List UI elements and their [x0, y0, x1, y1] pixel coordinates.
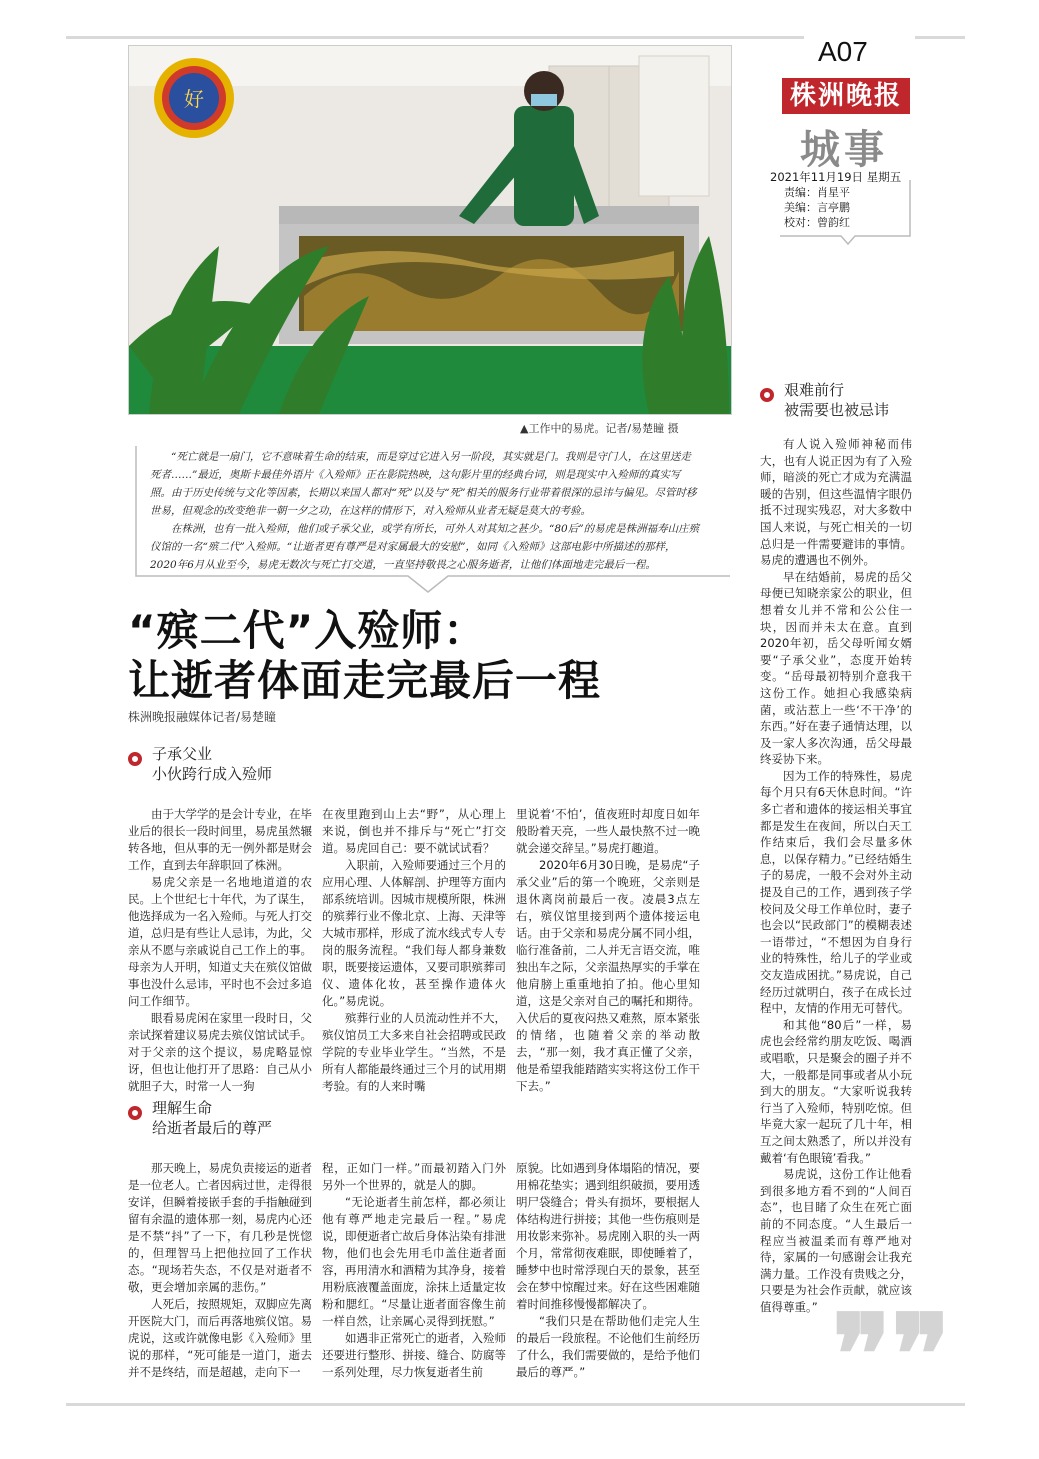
subhead-3-line-2: 被需要也被忌讳 [784, 401, 890, 419]
top-rule [66, 36, 804, 39]
paragraph: 眼看易虎闲在家里一段时日，父亲试探着建议易虎去殡仪馆试试手。对于父亲的这个提议，易虎略显惊讶，但也让他打开了思路：自己从小就胆子大，时常一人一狗 [128, 1011, 312, 1093]
paragraph: 在夜里跑到山上去“野”，从心理上来说，倒也并不排斥与“死亡”打交道。易虎回自己：要不就试试看？ [322, 807, 506, 855]
paragraph: 易虎父亲是一名地地道道的农民。上个世纪七十年代，为了谋生，他选择成为一名入殓师。与死人打交道，总归是有些让人忌讳，为此，父亲从不愿与亲戚说自己工作上的事。母亲为人开明，知道丈夫在殡仪馆做事也没什么忌讳，平时也不会过多追问工作细节。 [128, 875, 312, 1008]
top-rule-right [915, 36, 965, 39]
paragraph: 由于大学学的是会计专业，在毕业后的很长一段时间里，易虎虽然辗转各地，但从事的无一例外都是财会工作，直到去年辞职回了株洲。 [128, 807, 312, 872]
subhead-2 [128, 1098, 272, 1138]
paragraph: 易虎说，这份工作让他看到很多地方看不到的“人间百态”，也目睹了众生在死亡面前的不同态度。“人生最后一程应当被温柔而有尊严地对待，家属的一句感谢会让我充满力量。工作没有贵贱之分，只要是为社会作贡献，就应该值得尊重。” [760, 1167, 912, 1314]
bottom-rule [66, 1403, 965, 1406]
paragraph: 早在结婚前，易虎的岳父母便已知晓亲家公的职业，但想着女儿并不常和公公住一块，因而并未太在意。直到2020年初，岳父母听闻女婿要“子承父业”，态度开始转变。“岳母最初特别介意我干这份工作。她担心我感染病菌，或沾惹上一些‘不干净’的东西。”好在妻子通情达理，以及一家人多次沟通，岳父母最终妥协下来。 [760, 569, 912, 767]
paragraph: 人死后，按照规矩，双脚应先离开医院大门，而后再落地殡仪馆。易虎说，这或许就像电影《入殓师》里说的那样，“死可能是一道门，逝去并不是终结，而是超越，走向下一 [128, 1297, 312, 1379]
designer-credit: 美编：言亭鹏 [784, 201, 850, 214]
headline-line-1: “殡二代”入殓师： [128, 606, 487, 655]
subhead-1-line-1: 子承父业 [152, 745, 213, 763]
subhead-2-line-2: 给逝者最后的尊严 [152, 1119, 273, 1137]
section1-column-2 [322, 806, 506, 1095]
byline: 株洲晚报融媒体记者/易楚瞳 [128, 710, 277, 724]
paragraph: “我们只是在帮助他们走完人生的最后一段旅程。不论他们生前经历了什么，我们需要做的，是给予他们最后的尊严。” [516, 1314, 700, 1379]
subhead-2-line-1: 理解生命 [152, 1099, 213, 1117]
section2-column-3 [516, 1160, 700, 1381]
section3-column [760, 436, 912, 1315]
section-title: 城事 [800, 126, 888, 173]
meta-bracket [760, 170, 920, 250]
paragraph: “无论逝者生前怎样，都必须让他有尊严地走完最后一程。”易虎说，即便逝者亡故后身体沾染有排泄物，他们也会先用毛巾盖住逝者面容，再用清水和酒精为其净身，接着用粉底液覆盖面庞，涂抹上适量定妆粉和腮红。“尽量让逝者面容像生前一样自然，让亲属心灵得到抚慰。” [322, 1195, 506, 1328]
red-circle-bullet-icon [760, 388, 774, 402]
subhead-1-line-2: 小伙跨行成入殓师 [152, 765, 273, 783]
paragraph: 和其他“80后”一样，易虎也会经常约朋友吃饭、喝酒或唱歌，只是聚会的圈子并不大，一般都是同事或者从小玩到大的朋友。“大家听说我转行当了入殓师，特别吃惊。但毕竟大家一起玩了几十年，相互之间太熟悉了，所以并没有戴着‘有色眼镜’看我。” [760, 1017, 912, 1165]
paragraph: 如遇非正常死亡的逝者，入殓师还要进行整形、拼接、缝合、防腐等一系列处理，尽力恢复逝者生前 [322, 1331, 506, 1379]
paragraph: 因为工作的特殊性，易虎每个月只有6天休息时间。“许多亡者和遗体的接运相关事宜都是发生在夜间，所以白天工作结束后，我们会尽量多休息，以保存精力。”已经结婚生子的易虎，一般不会对外主动提及自己的工作，遇到孩子学校问及父母工作单位时，妻子也会以“民政部门”的模糊表述一语带过，“不想因为自身行业的特殊性，给儿子的学业或交友造成困扰。”易虎说，自己经历过就明白，孩子在成长过程中，友情的作用无可替代。 [760, 768, 912, 1016]
page-number: A07 [818, 36, 868, 67]
sign-text: 好 [184, 87, 204, 111]
photo-caption: ▲工作中的易虎。记者/易楚瞳 摄 [520, 422, 679, 435]
newspaper-logo: 株洲晚报 [782, 78, 910, 114]
paragraph: 里说着‘不怕’，值夜班时却度日如年般盼着天亮，一些人最快熬不过一晚就会递交辞呈。”易虎打趣道。 [516, 807, 700, 855]
editor-credit: 责编：肖星平 [784, 186, 850, 199]
section1-column-3 [516, 806, 700, 1095]
headline [128, 606, 601, 706]
paragraph: 程，正如门一样。”而最初踏入门外另外一个世界的，就是人的脚。 [322, 1161, 506, 1192]
section2-column-1 [128, 1160, 312, 1381]
headline-line-2: 让逝者体面走完最后一程 [128, 656, 602, 705]
subhead-3 [760, 380, 889, 420]
subhead-1 [128, 744, 272, 784]
red-circle-bullet-icon [128, 752, 142, 766]
section1-column-1 [128, 806, 312, 1095]
photo-illustration [129, 46, 731, 414]
lede-paragraph: “死亡就是一扇门，它不意味着生命的结束，而是穿过它进入另一阶段，其实就是门。我则是守门人，在这里送走死者……”最近，奥斯卡最佳外语片《入殓师》正在影院热映，这句影片里的经典台词，则是现实中入殓师的真实写照。由于历史传统与文化等因素，长期以来国人都对“死”以及与“死”相关的服务行业带着很深的忌讳与偏见。尽管时移世易，但观念的改变绝非一朝一夕之功，在这样的情形下，对入殓师从业者无疑是莫大的考验。 [150, 451, 697, 517]
paragraph: 殡葬行业的人员流动性并不大，殡仪馆员工大多来自社会招聘或民政学院的专业毕业学生。“当然，不是所有人都能最终通过三个月的试用期考验。有的人来时嘴 [322, 1011, 506, 1093]
paragraph: 原貌。比如遇到身体塌陷的情况，要用棉花垫实；遇到组织破损，要用透明尸袋缝合；骨头有损坏，要根据人体结构进行拼接；其他一些伤痕则是用妆影来弥补。易虎刚入职的头一两个月，常常彻夜难眠，即使睡着了，睡梦中也时常浮现白天的景象，甚至会在梦中惊醒过来。好在这些困难随着时间推移慢慢都解决了。 [516, 1161, 700, 1311]
paragraph: 2020年6月30日晚，是易虎“子承父业”后的第一个晚班，父亲则是退休离岗前最后一夜。凌晨3点左右，殡仪馆里接到两个遗体接运电话。由于父亲和易虎分属不同小组，临行准备前，二人并无言语交流，唯独出车之际，父亲温热厚实的手掌在他肩膀上重重地拍了拍。他心里知道，这是父亲对自己的嘱托和期待。入伏后的夏夜闷热又难熬，原本紧张的情绪，也随着父亲的举动散去，“那一刻，我才真正懂了父亲，他是希望我能踏踏实实将这份工作干下去。” [516, 858, 700, 1093]
section2-column-2 [322, 1160, 506, 1381]
feature-photo [128, 45, 732, 415]
date-line: 2021年11月19日 星期五 [770, 170, 902, 184]
paragraph: 入职前，入殓师要通过三个月的应用心理、人体解剖、护理等方面内部系统培训。因城市规模所限，株洲的殡葬行业不像北京、上海、天津等大城市那样，形成了流水线式专人专岗的服务流程。“我们每人都身兼数职，既要接运遗体，又要司职殡葬司仪、遗体化妆，甚至操作遗体火化。”易虎说。 [322, 858, 506, 1008]
lede-bracket [128, 440, 738, 600]
paragraph: 那天晚上，易虎负责接运的逝者是一位老人。亡者因病过世，走得很安详，但瞬着接嵌手套的手指触碰到留有余温的遗体那一刻，易虎内心还是不禁“抖”了一下，有几秒是恍惚的，但理智马上把他拉回了工作状态。“现场若失态，不仅是对逝者不敬，更会增加亲属的悲伤。” [128, 1161, 312, 1294]
red-circle-bullet-icon [128, 1106, 142, 1120]
subhead-3-line-1: 艰难前行 [784, 381, 845, 399]
lede-paragraph: 在株洲，也有一批入殓师，他们或子承父业，或学有所长，可外人对其知之甚少。“80后”的易虎是株洲福寿山庄殡仪馆的一名“殡二代”入殓师。“让逝者更有尊严是对家属最大的安慰”，如同《入殓师》这部电影中所描述的那样，2020年6月从业至今，易虎无数次与死亡打交道，一直坚持敬畏之心服务逝者，让他们体面地走完最后一程。 [150, 523, 700, 571]
proofreader-credit: 校对：曾韵红 [784, 216, 850, 229]
quote-mark-icon: ❞❞ [832, 1290, 951, 1419]
paragraph: 有人说入殓师神秘而伟大，也有人说正因为有了入殓师，暗淡的死亡才成为充满温暖的告别，但这些温情字眼仍抵不过现实残忍，对大多数中国人来说，与死亡相关的一切总归是一件需要避讳的事情。易虎的遭遇也不例外。 [760, 437, 912, 568]
